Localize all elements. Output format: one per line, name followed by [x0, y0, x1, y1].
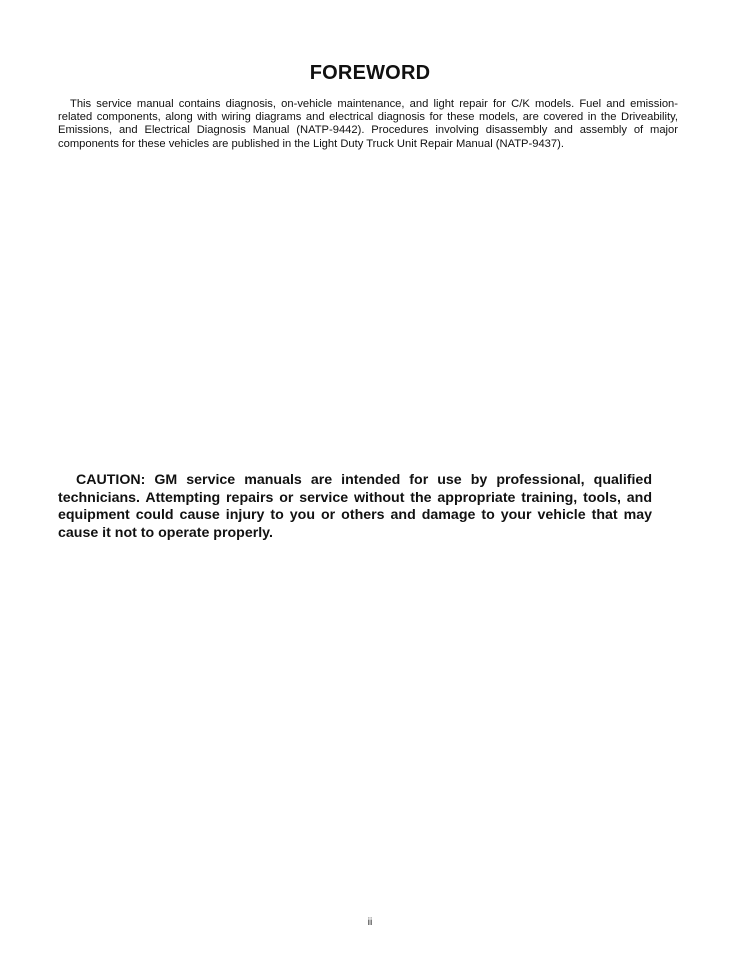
intro-paragraph: This service manual contains diagnosis, on-vehicle maintenance, and light repair for C/K models. Fuel and emission-related components, along with wiring diagrams and electrical diagnosis for these models, are covered in the Driveability, Emissions, and Electrical Diagnosis Manual (NATP-9442). Procedures involving disassembly and assembly of major components for these vehicles are published in the Light Duty Truck Unit Repair Manual (NATP-9437). — [58, 98, 678, 150]
caution-paragraph: CAUTION: GM service manuals are intended for use by professional, qualified technicians. Attempting repairs or service without the appropriate training, tools, and equipment could cause injury to you or others and damage to your vehicle that may cause it not to operate properly. — [58, 472, 652, 541]
page-number: ii — [367, 917, 373, 928]
page-title: FOREWORD — [309, 62, 431, 84]
